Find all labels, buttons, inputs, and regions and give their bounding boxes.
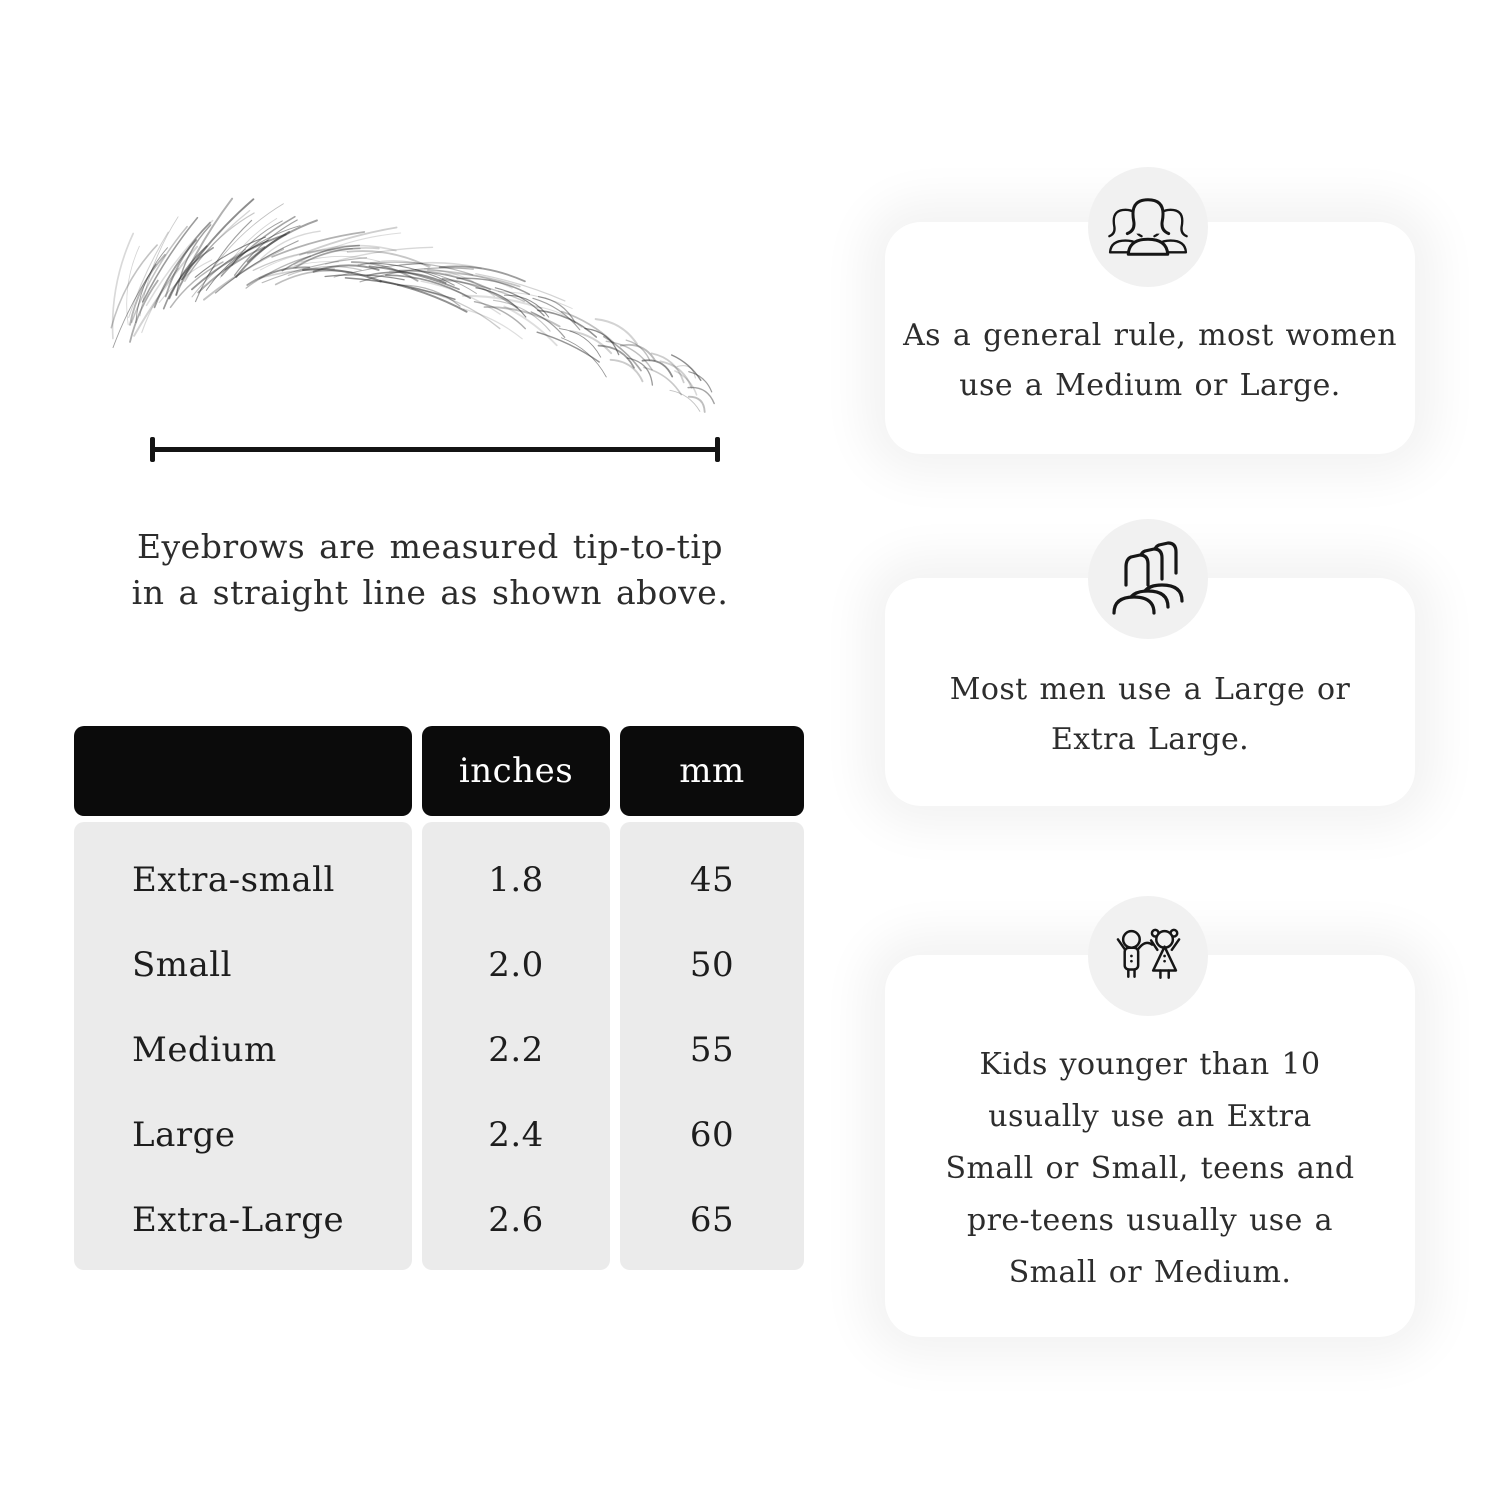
table-cell-mm: 45 bbox=[689, 859, 735, 900]
header-cell-inches: inches bbox=[422, 726, 610, 816]
size-name-column bbox=[74, 822, 412, 1270]
card-text-line: usually use an Extra bbox=[988, 1099, 1312, 1134]
measurement-tick-right bbox=[715, 437, 720, 462]
eyebrow-hairs bbox=[111, 199, 714, 412]
inches-column bbox=[422, 822, 610, 1270]
size-table bbox=[74, 726, 804, 1270]
table-cell-size: Large bbox=[132, 1114, 236, 1155]
table-cell-inches: 2.2 bbox=[488, 1029, 544, 1070]
card-text-line: As a general rule, most women bbox=[903, 318, 1397, 353]
measurement-tick-left bbox=[150, 437, 155, 462]
women-group-icon bbox=[1101, 196, 1195, 258]
table-cell-inches: 1.8 bbox=[488, 859, 544, 900]
card-text-line: use a Medium or Large. bbox=[959, 368, 1341, 403]
card-text-line: Most men use a Large or bbox=[949, 672, 1351, 707]
size-table-header-row bbox=[74, 726, 804, 816]
card-text-line: Small or Medium. bbox=[1008, 1255, 1292, 1290]
card-icon-circle bbox=[1088, 519, 1208, 639]
table-cell-inches: 2.4 bbox=[488, 1114, 544, 1155]
table-cell-size: Extra-small bbox=[132, 859, 335, 900]
header-cell-size bbox=[74, 726, 412, 816]
measurement-caption bbox=[75, 524, 785, 616]
measurement-line bbox=[150, 447, 720, 452]
table-cell-inches: 2.6 bbox=[488, 1199, 544, 1240]
eyebrow-illustration bbox=[105, 228, 745, 418]
card-text-line: Small or Small, teens and bbox=[945, 1151, 1355, 1186]
header-cell-mm: mm bbox=[620, 726, 804, 816]
table-cell-size: Medium bbox=[132, 1029, 277, 1070]
table-cell-mm: 60 bbox=[689, 1114, 735, 1155]
table-cell-inches: 2.0 bbox=[488, 944, 544, 985]
table-cell-mm: 65 bbox=[689, 1199, 735, 1240]
caption-line: in a straight line as shown above. bbox=[131, 573, 729, 612]
card-text-line: pre-teens usually use a bbox=[967, 1203, 1333, 1238]
children-icon bbox=[1106, 927, 1190, 985]
card-text-line: Extra Large. bbox=[1050, 722, 1250, 757]
table-cell-mm: 55 bbox=[689, 1029, 735, 1070]
table-cell-size: Small bbox=[132, 944, 233, 985]
table-cell-size: Extra-Large bbox=[132, 1199, 345, 1240]
caption-line: Eyebrows are measured tip-to-tip bbox=[136, 527, 724, 566]
table-cell-mm: 50 bbox=[689, 944, 735, 985]
card-icon-circle bbox=[1088, 167, 1208, 287]
card-text-line: Kids younger than 10 bbox=[979, 1047, 1321, 1082]
size-table-body bbox=[74, 822, 804, 1270]
card-icon-circle bbox=[1088, 896, 1208, 1016]
men-group-icon bbox=[1104, 541, 1192, 617]
mm-column bbox=[620, 822, 804, 1270]
